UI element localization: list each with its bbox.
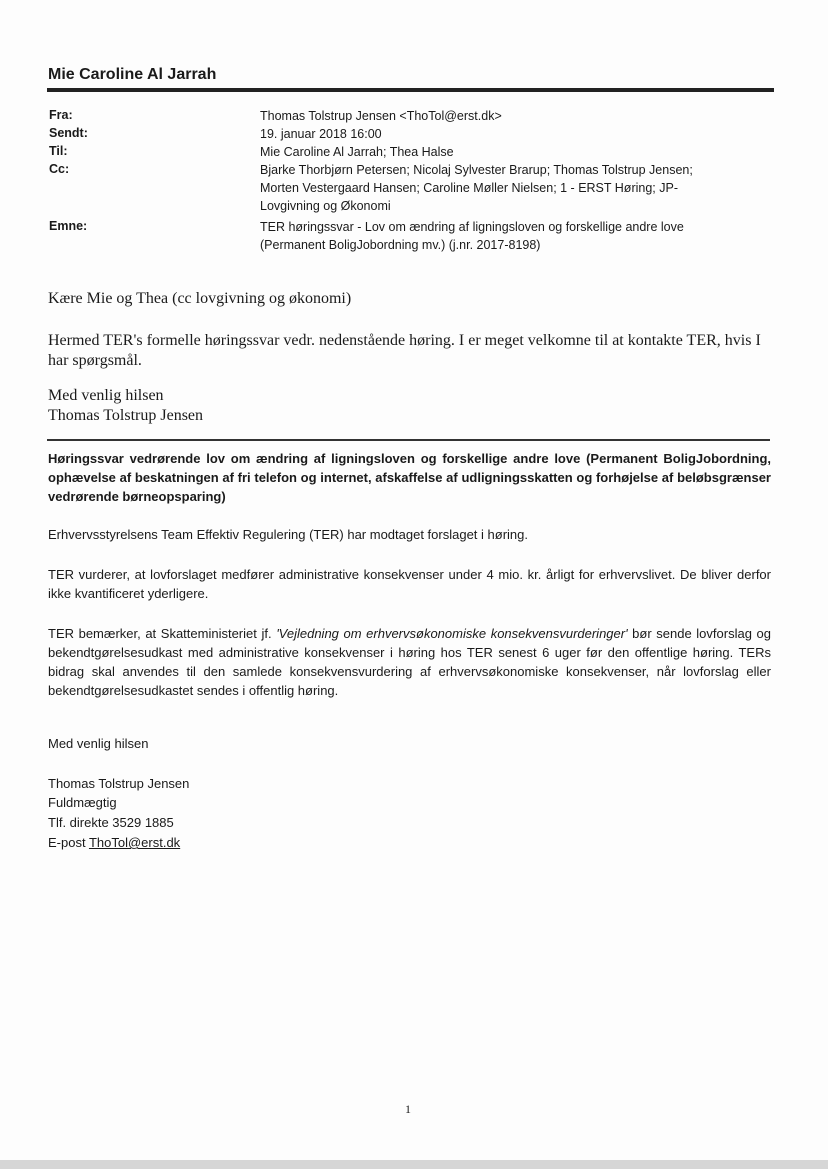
cover-body: Hermed TER's formelle høringssvar vedr. nedenstående høring. I er meget velkomne til at kontakte TER, hvis I har spørgsmål.: [48, 332, 761, 369]
email-label: E-post: [48, 835, 89, 850]
scan-edge: [0, 1160, 828, 1169]
sent-value: 19. januar 2018 16:00: [260, 127, 382, 141]
response-paragraph-3: [48, 624, 771, 700]
paragraph-3-rest: bør sende lovforslag og bekendtgørelsesudkast med administrative konsekvenser i høring hos TER senest 6 uger før den offentlige høring. TERs bidrag skal anvendes til den samlede konsekvensvurdering af erhvervsøkonomiske konsekvenser, når lovforslag eller bekendtgørelsesudkastet sendes i offentlig høring.: [48, 626, 771, 698]
signature-email: [48, 835, 180, 850]
cc-value: [260, 161, 740, 215]
guideline-title: 'Vejledning om erhvervsøkonomiske konsekvensvurderinger': [276, 626, 628, 641]
cc-label: Cc:: [49, 162, 70, 176]
signature-closing: Med venlig hilsen: [48, 736, 149, 751]
signature-phone: Tlf. direkte 3529 1885: [48, 815, 174, 830]
to-value: Mie Caroline Al Jarrah; Thea Halse: [260, 145, 454, 159]
cover-greeting: Kære Mie og Thea (cc lovgivning og økonomi): [48, 290, 352, 307]
from-label: Fra:: [49, 108, 73, 122]
paragraph-3-lead: TER bemærker, at Skatteministeriet jf.: [48, 626, 277, 641]
email-link[interactable]: ThoTol@erst.dk: [88, 835, 181, 850]
response-paragraph-1: Erhvervsstyrelsens Team Effektiv Regulering (TER) har modtaget forslaget i høring.: [48, 527, 528, 542]
cover-signer: Thomas Tolstrup Jensen: [48, 407, 204, 424]
mailbox-owner-name: Mie Caroline Al Jarrah: [48, 66, 217, 83]
cover-closing: Med venlig hilsen: [48, 387, 164, 404]
cc-line: Morten Vestergaard Hansen; Caroline Møller Nielsen; 1 - ERST Høring; JP-: [260, 181, 678, 195]
subject-value: [260, 218, 740, 254]
cc-line: Bjarke Thorbjørn Petersen; Nicolaj Sylvester Brarup; Thomas Tolstrup Jensen;: [260, 163, 693, 177]
signature-title: Fuldmægtig: [48, 795, 117, 810]
from-value: Thomas Tolstrup Jensen <ThoTol@erst.dk>: [260, 109, 502, 123]
subject-line: TER høringssvar - Lov om ændring af ligningsloven og forskellige andre love: [260, 220, 684, 234]
header-divider: [47, 88, 774, 92]
response-title: Høringssvar vedrørende lov om ændring af ligningsloven og forskellige andre love (Permanent BoligJobordning, ophævelse af beskatningen af fri telefon og internet, afskaffelse af udligningsskatten og forhøjelse af beløbsgrænser vedrørende børneopsparing): [48, 451, 771, 504]
sent-label: Sendt:: [49, 126, 88, 140]
response-paragraph-2: TER vurderer, at lovforslaget medfører administrative konsekvenser under 4 mio. kr. årligt for erhvervslivet. De bliver derfor ikke kvantificeret yderligere.: [48, 567, 771, 601]
signature-name: Thomas Tolstrup Jensen: [48, 776, 190, 791]
cc-line: Lovgivning og Økonomi: [260, 199, 391, 213]
page-number: 1: [405, 1102, 411, 1116]
subject-label: Emne:: [49, 219, 88, 233]
subject-line: (Permanent BoligJobordning mv.) (j.nr. 2017-8198): [260, 238, 541, 252]
response-divider: [47, 439, 770, 441]
to-label: Til:: [49, 144, 68, 158]
